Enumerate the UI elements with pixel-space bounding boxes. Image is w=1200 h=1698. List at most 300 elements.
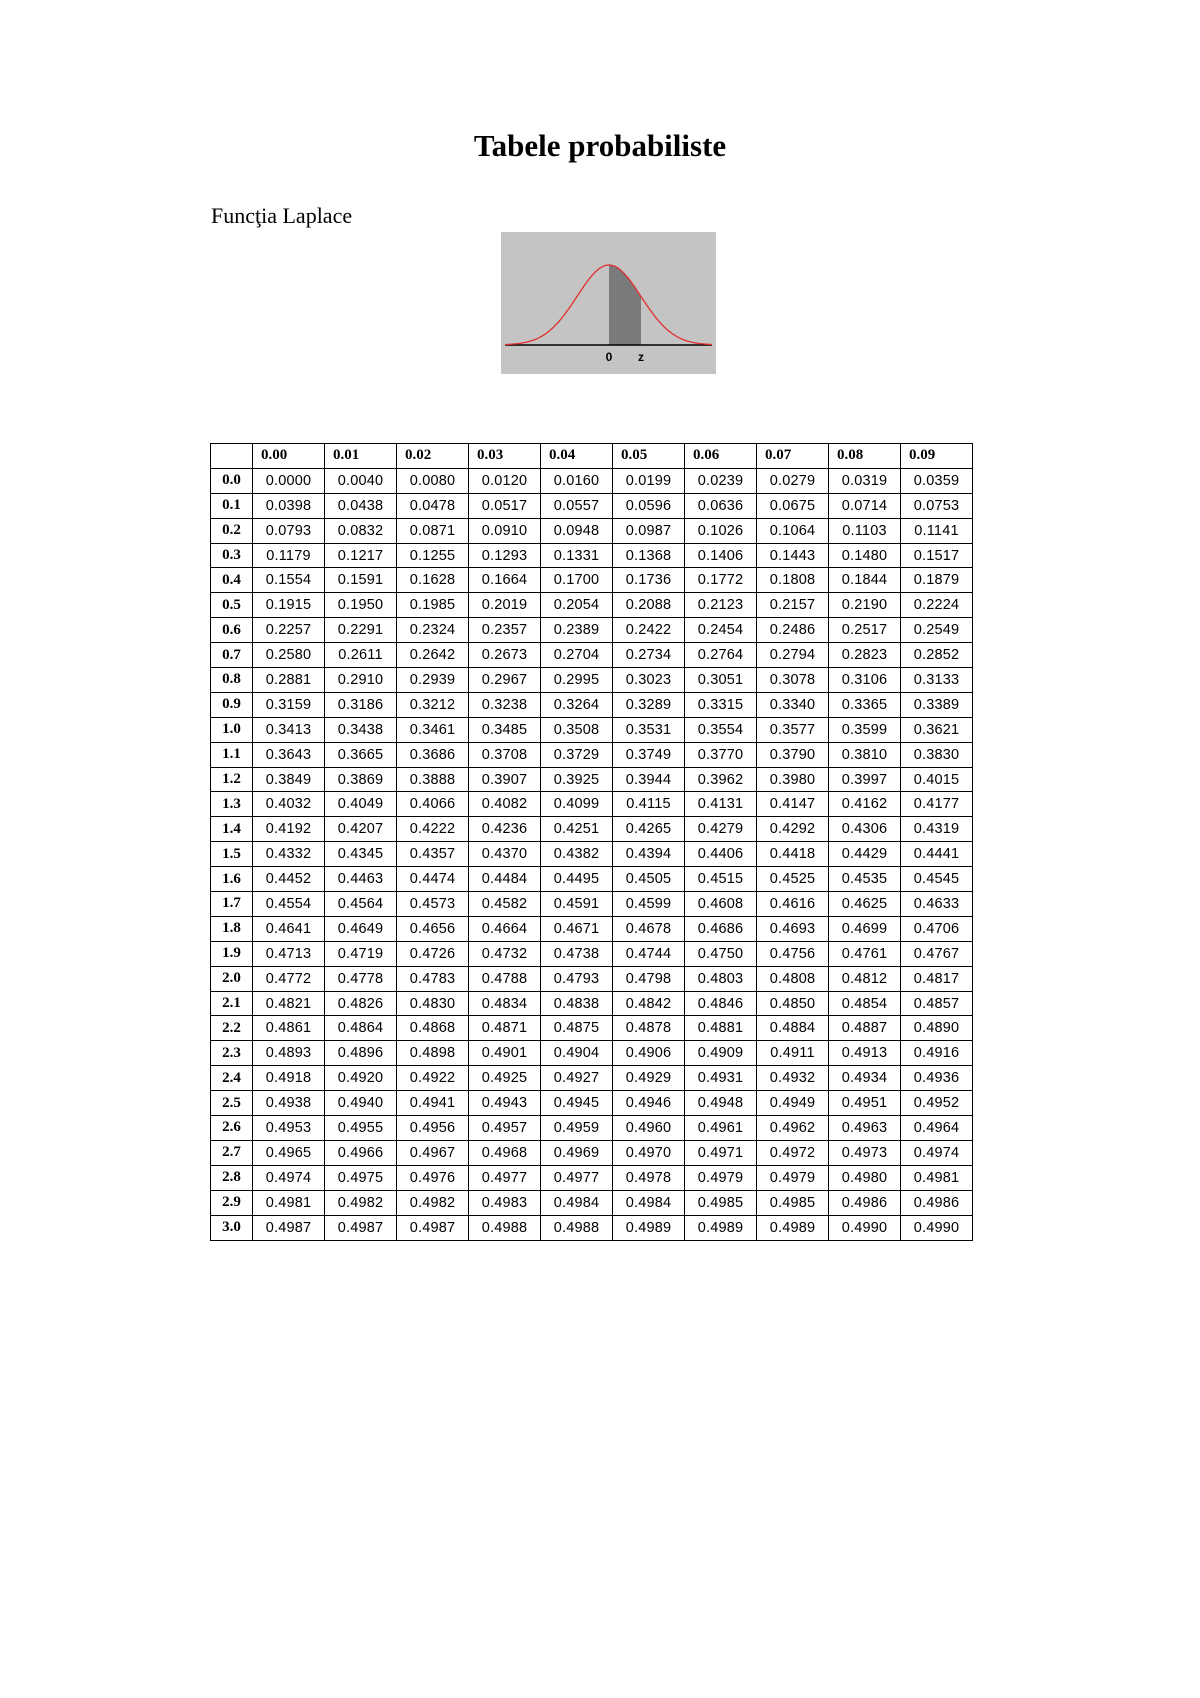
table-cell: 0.1700 xyxy=(541,568,613,593)
table-cell: 0.4989 xyxy=(613,1215,685,1240)
table-cell: 0.4332 xyxy=(253,842,325,867)
table-cell: 0.2190 xyxy=(829,593,901,618)
row-header: 0.3 xyxy=(211,543,253,568)
table-cell: 0.4582 xyxy=(469,892,541,917)
row-header: 0.0 xyxy=(211,468,253,493)
table-cell: 0.1879 xyxy=(901,568,973,593)
table-cell: 0.3810 xyxy=(829,742,901,767)
table-cell: 0.3023 xyxy=(613,668,685,693)
table-cell: 0.4633 xyxy=(901,892,973,917)
table-cell: 0.1368 xyxy=(613,543,685,568)
table-cell: 0.4887 xyxy=(829,1016,901,1041)
table-cell: 0.4671 xyxy=(541,916,613,941)
row-header: 3.0 xyxy=(211,1215,253,1240)
table-cell: 0.2224 xyxy=(901,593,973,618)
table-cell: 0.4955 xyxy=(325,1116,397,1141)
table-cell: 0.4976 xyxy=(397,1165,469,1190)
table-cell: 0.4893 xyxy=(253,1041,325,1066)
table-cell: 0.4948 xyxy=(685,1091,757,1116)
table-cell: 0.0832 xyxy=(325,518,397,543)
table-cell: 0.4656 xyxy=(397,916,469,941)
table-cell: 0.4987 xyxy=(397,1215,469,1240)
table-row xyxy=(211,1165,973,1190)
row-header: 2.5 xyxy=(211,1091,253,1116)
table-cell: 0.3531 xyxy=(613,717,685,742)
table-cell: 0.2486 xyxy=(757,618,829,643)
column-header: 0.02 xyxy=(397,444,469,469)
table-cell: 0.4649 xyxy=(325,916,397,941)
table-cell: 0.3264 xyxy=(541,692,613,717)
table-cell: 0.1736 xyxy=(613,568,685,593)
table-cell: 0.4418 xyxy=(757,842,829,867)
page-title: Tabele probabiliste xyxy=(473,128,727,163)
row-header: 0.7 xyxy=(211,643,253,668)
shaded-area xyxy=(609,265,641,345)
table-cell: 0.4535 xyxy=(829,867,901,892)
normal-curve-figure xyxy=(501,232,716,374)
table-cell: 0.4945 xyxy=(541,1091,613,1116)
table-cell: 0.4798 xyxy=(613,966,685,991)
table-cell: 0.2157 xyxy=(757,593,829,618)
table-cell: 0.4929 xyxy=(613,1066,685,1091)
table-cell: 0.2611 xyxy=(325,643,397,668)
table-cell: 0.3133 xyxy=(901,668,973,693)
table-cell: 0.4778 xyxy=(325,966,397,991)
table-cell: 0.3365 xyxy=(829,692,901,717)
table-cell: 0.4854 xyxy=(829,991,901,1016)
table-cell: 0.2019 xyxy=(469,593,541,618)
table-cell: 0.1915 xyxy=(253,593,325,618)
table-cell: 0.4357 xyxy=(397,842,469,867)
row-header: 1.8 xyxy=(211,916,253,941)
table-cell: 0.4817 xyxy=(901,966,973,991)
table-cell: 0.4788 xyxy=(469,966,541,991)
table-cell: 0.4901 xyxy=(469,1041,541,1066)
table-row xyxy=(211,468,973,493)
table-cell: 0.4370 xyxy=(469,842,541,867)
table-header-row xyxy=(211,444,973,469)
table-cell: 0.4678 xyxy=(613,916,685,941)
table-cell: 0.4082 xyxy=(469,792,541,817)
table-cell: 0.3289 xyxy=(613,692,685,717)
table-cell: 0.4049 xyxy=(325,792,397,817)
row-header: 0.6 xyxy=(211,618,253,643)
table-cell: 0.4969 xyxy=(541,1140,613,1165)
table-cell: 0.2764 xyxy=(685,643,757,668)
table-cell: 0.4975 xyxy=(325,1165,397,1190)
table-cell: 0.0239 xyxy=(685,468,757,493)
table-cell: 0.4952 xyxy=(901,1091,973,1116)
table-cell: 0.3106 xyxy=(829,668,901,693)
table-cell: 0.4591 xyxy=(541,892,613,917)
table-cell: 0.1103 xyxy=(829,518,901,543)
table-cell: 0.4505 xyxy=(613,867,685,892)
table-cell: 0.4959 xyxy=(541,1116,613,1141)
row-header: 0.2 xyxy=(211,518,253,543)
table-cell: 0.0120 xyxy=(469,468,541,493)
table-row xyxy=(211,892,973,917)
column-header: 0.03 xyxy=(469,444,541,469)
table-cell: 0.1664 xyxy=(469,568,541,593)
normal-distribution-curve-icon xyxy=(501,232,716,374)
table-cell: 0.4978 xyxy=(613,1165,685,1190)
table-cell: 0.1141 xyxy=(901,518,973,543)
table-cell: 0.4931 xyxy=(685,1066,757,1091)
table-cell: 0.4968 xyxy=(469,1140,541,1165)
table-cell: 0.4913 xyxy=(829,1041,901,1066)
table-cell: 0.3461 xyxy=(397,717,469,742)
table-cell: 0.4192 xyxy=(253,817,325,842)
table-row xyxy=(211,842,973,867)
table-cell: 0.2054 xyxy=(541,593,613,618)
table-cell: 0.4904 xyxy=(541,1041,613,1066)
table-cell: 0.4983 xyxy=(469,1190,541,1215)
table-cell: 0.4147 xyxy=(757,792,829,817)
table-cell: 0.0517 xyxy=(469,493,541,518)
table-cell: 0.4963 xyxy=(829,1116,901,1141)
table-cell: 0.4988 xyxy=(541,1215,613,1240)
table-cell: 0.1406 xyxy=(685,543,757,568)
table-cell: 0.4934 xyxy=(829,1066,901,1091)
table-cell: 0.4177 xyxy=(901,792,973,817)
table-row xyxy=(211,742,973,767)
table-cell: 0.4861 xyxy=(253,1016,325,1041)
table-cell: 0.4961 xyxy=(685,1116,757,1141)
column-header: 0.05 xyxy=(613,444,685,469)
table-cell: 0.0080 xyxy=(397,468,469,493)
table-cell: 0.4982 xyxy=(325,1190,397,1215)
table-cell: 0.1591 xyxy=(325,568,397,593)
table-cell: 0.4793 xyxy=(541,966,613,991)
column-header: 0.08 xyxy=(829,444,901,469)
table-cell: 0.4878 xyxy=(613,1016,685,1041)
table-cell: 0.3980 xyxy=(757,767,829,792)
table-cell: 0.4987 xyxy=(253,1215,325,1240)
table-cell: 0.3869 xyxy=(325,767,397,792)
table-cell: 0.3438 xyxy=(325,717,397,742)
table-cell: 0.0596 xyxy=(613,493,685,518)
table-cell: 0.4941 xyxy=(397,1091,469,1116)
table-cell: 0.2580 xyxy=(253,643,325,668)
table-cell: 0.4987 xyxy=(325,1215,397,1240)
table-cell: 0.4943 xyxy=(469,1091,541,1116)
table-cell: 0.4956 xyxy=(397,1116,469,1141)
table-cell: 0.3340 xyxy=(757,692,829,717)
table-cell: 0.1844 xyxy=(829,568,901,593)
table-row xyxy=(211,643,973,668)
table-cell: 0.1064 xyxy=(757,518,829,543)
table-cell: 0.2123 xyxy=(685,593,757,618)
table-row xyxy=(211,991,973,1016)
section-subtitle: Funcţia Laplace xyxy=(211,203,353,228)
table-cell: 0.2549 xyxy=(901,618,973,643)
table-cell: 0.4989 xyxy=(757,1215,829,1240)
table-cell: 0.4960 xyxy=(613,1116,685,1141)
table-cell: 0.4920 xyxy=(325,1066,397,1091)
table-cell: 0.1217 xyxy=(325,543,397,568)
row-header: 0.4 xyxy=(211,568,253,593)
table-cell: 0.1026 xyxy=(685,518,757,543)
table-cell: 0.0910 xyxy=(469,518,541,543)
laplace-table xyxy=(210,443,973,1241)
table-row xyxy=(211,668,973,693)
table-row xyxy=(211,1091,973,1116)
table-cell: 0.1293 xyxy=(469,543,541,568)
table-cell: 0.4345 xyxy=(325,842,397,867)
column-header: 0.06 xyxy=(685,444,757,469)
table-cell: 0.0948 xyxy=(541,518,613,543)
table-cell: 0.4838 xyxy=(541,991,613,1016)
table-cell: 0.4664 xyxy=(469,916,541,941)
table-cell: 0.3186 xyxy=(325,692,397,717)
row-header: 2.6 xyxy=(211,1116,253,1141)
table-cell: 0.4932 xyxy=(757,1066,829,1091)
table-cell: 0.4884 xyxy=(757,1016,829,1041)
row-header: 1.7 xyxy=(211,892,253,917)
table-cell: 0.4452 xyxy=(253,867,325,892)
table-cell: 0.4981 xyxy=(253,1190,325,1215)
table-cell: 0.4922 xyxy=(397,1066,469,1091)
table-cell: 0.3577 xyxy=(757,717,829,742)
table-cell: 0.4988 xyxy=(469,1215,541,1240)
table-cell: 0.4850 xyxy=(757,991,829,1016)
table-cell: 0.4515 xyxy=(685,867,757,892)
table-cell: 0.4699 xyxy=(829,916,901,941)
table-cell: 0.1179 xyxy=(253,543,325,568)
table-cell: 0.4979 xyxy=(685,1165,757,1190)
table-cell: 0.1554 xyxy=(253,568,325,593)
table-cell: 0.3708 xyxy=(469,742,541,767)
table-cell: 0.3790 xyxy=(757,742,829,767)
table-cell: 0.3485 xyxy=(469,717,541,742)
table-cell: 0.4977 xyxy=(469,1165,541,1190)
table-cell: 0.4554 xyxy=(253,892,325,917)
table-cell: 0.4319 xyxy=(901,817,973,842)
label-z: z xyxy=(638,350,644,364)
row-header: 2.1 xyxy=(211,991,253,1016)
column-header: 0.00 xyxy=(253,444,325,469)
table-cell: 0.4738 xyxy=(541,941,613,966)
table-cell: 0.4962 xyxy=(757,1116,829,1141)
row-header: 2.3 xyxy=(211,1041,253,1066)
table-cell: 0.4761 xyxy=(829,941,901,966)
table-cell: 0.4545 xyxy=(901,867,973,892)
table-cell: 0.2794 xyxy=(757,643,829,668)
table-cell: 0.4830 xyxy=(397,991,469,1016)
table-cell: 0.4868 xyxy=(397,1016,469,1041)
table-cell: 0.4015 xyxy=(901,767,973,792)
table-cell: 0.3212 xyxy=(397,692,469,717)
table-cell: 0.4906 xyxy=(613,1041,685,1066)
table-cell: 0.0000 xyxy=(253,468,325,493)
table-cell: 0.4394 xyxy=(613,842,685,867)
table-cell: 0.0753 xyxy=(901,493,973,518)
table-cell: 0.3508 xyxy=(541,717,613,742)
table-cell: 0.4857 xyxy=(901,991,973,1016)
table-cell: 0.4222 xyxy=(397,817,469,842)
table-cell: 0.4292 xyxy=(757,817,829,842)
table-cell: 0.4429 xyxy=(829,842,901,867)
table-cell: 0.2852 xyxy=(901,643,973,668)
table-body xyxy=(211,468,973,1240)
table-cell: 0.3770 xyxy=(685,742,757,767)
table-cell: 0.0040 xyxy=(325,468,397,493)
table-cell: 0.2734 xyxy=(613,643,685,668)
table-row xyxy=(211,717,973,742)
row-header: 2.2 xyxy=(211,1016,253,1041)
table-cell: 0.4898 xyxy=(397,1041,469,1066)
table-cell: 0.2939 xyxy=(397,668,469,693)
table-cell: 0.4756 xyxy=(757,941,829,966)
table-cell: 0.4967 xyxy=(397,1140,469,1165)
table-cell: 0.4951 xyxy=(829,1091,901,1116)
row-header: 1.4 xyxy=(211,817,253,842)
table-cell: 0.4946 xyxy=(613,1091,685,1116)
table-cell: 0.2517 xyxy=(829,618,901,643)
table-cell: 0.4693 xyxy=(757,916,829,941)
table-cell: 0.0557 xyxy=(541,493,613,518)
table-cell: 0.4115 xyxy=(613,792,685,817)
table-cell: 0.2291 xyxy=(325,618,397,643)
table-cell: 0.4732 xyxy=(469,941,541,966)
table-cell: 0.4973 xyxy=(829,1140,901,1165)
table-row xyxy=(211,1215,973,1240)
row-header: 1.9 xyxy=(211,941,253,966)
table-row xyxy=(211,941,973,966)
table-cell: 0.4918 xyxy=(253,1066,325,1091)
table-cell: 0.3830 xyxy=(901,742,973,767)
table-cell: 0.1517 xyxy=(901,543,973,568)
table-cell: 0.3849 xyxy=(253,767,325,792)
table-row xyxy=(211,1041,973,1066)
table-row xyxy=(211,568,973,593)
table-cell: 0.1808 xyxy=(757,568,829,593)
table-cell: 0.4875 xyxy=(541,1016,613,1041)
table-cell: 0.4826 xyxy=(325,991,397,1016)
table-cell: 0.2357 xyxy=(469,618,541,643)
row-header: 2.0 xyxy=(211,966,253,991)
table-cell: 0.4236 xyxy=(469,817,541,842)
table-cell: 0.4970 xyxy=(613,1140,685,1165)
table-cell: 0.4936 xyxy=(901,1066,973,1091)
table-cell: 0.4573 xyxy=(397,892,469,917)
table-cell: 0.4927 xyxy=(541,1066,613,1091)
table-cell: 0.4974 xyxy=(901,1140,973,1165)
table-cell: 0.4949 xyxy=(757,1091,829,1116)
table-cell: 0.0987 xyxy=(613,518,685,543)
table-cell: 0.0636 xyxy=(685,493,757,518)
table-cell: 0.0871 xyxy=(397,518,469,543)
table-cell: 0.4989 xyxy=(685,1215,757,1240)
table-cell: 0.4938 xyxy=(253,1091,325,1116)
table-cell: 0.4803 xyxy=(685,966,757,991)
table-cell: 0.2642 xyxy=(397,643,469,668)
table-cell: 0.4099 xyxy=(541,792,613,817)
row-header: 2.8 xyxy=(211,1165,253,1190)
table-row xyxy=(211,1140,973,1165)
table-cell: 0.3078 xyxy=(757,668,829,693)
table-cell: 0.4686 xyxy=(685,916,757,941)
row-header: 0.1 xyxy=(211,493,253,518)
table-cell: 0.1331 xyxy=(541,543,613,568)
table-cell: 0.4306 xyxy=(829,817,901,842)
table-row xyxy=(211,618,973,643)
table-cell: 0.4772 xyxy=(253,966,325,991)
row-header: 2.9 xyxy=(211,1190,253,1215)
table-cell: 0.4463 xyxy=(325,867,397,892)
table-cell: 0.4564 xyxy=(325,892,397,917)
table-cell: 0.4726 xyxy=(397,941,469,966)
table-cell: 0.4986 xyxy=(829,1190,901,1215)
table-cell: 0.4474 xyxy=(397,867,469,892)
row-header: 1.2 xyxy=(211,767,253,792)
row-header: 2.4 xyxy=(211,1066,253,1091)
table-row xyxy=(211,916,973,941)
table-cell: 0.4940 xyxy=(325,1091,397,1116)
table-cell: 0.4131 xyxy=(685,792,757,817)
table-cell: 0.3665 xyxy=(325,742,397,767)
table-cell: 0.4279 xyxy=(685,817,757,842)
table-cell: 0.0793 xyxy=(253,518,325,543)
table-cell: 0.3888 xyxy=(397,767,469,792)
table-row xyxy=(211,543,973,568)
row-header: 1.5 xyxy=(211,842,253,867)
table-cell: 0.0319 xyxy=(829,468,901,493)
table-cell: 0.2881 xyxy=(253,668,325,693)
table-cell: 0.2673 xyxy=(469,643,541,668)
table-cell: 0.3315 xyxy=(685,692,757,717)
column-header: 0.01 xyxy=(325,444,397,469)
table-cell: 0.4484 xyxy=(469,867,541,892)
table-cell: 0.2823 xyxy=(829,643,901,668)
table-row xyxy=(211,593,973,618)
table-cell: 0.4406 xyxy=(685,842,757,867)
table-cell: 0.2389 xyxy=(541,618,613,643)
laplace-table-container xyxy=(210,443,973,1241)
table-cell: 0.3621 xyxy=(901,717,973,742)
table-cell: 0.3962 xyxy=(685,767,757,792)
table-cell: 0.0359 xyxy=(901,468,973,493)
table-cell: 0.1950 xyxy=(325,593,397,618)
table-cell: 0.4032 xyxy=(253,792,325,817)
table-cell: 0.3554 xyxy=(685,717,757,742)
table-cell: 0.4066 xyxy=(397,792,469,817)
row-header: 2.7 xyxy=(211,1140,253,1165)
table-cell: 0.4977 xyxy=(541,1165,613,1190)
label-zero: 0 xyxy=(605,350,613,364)
table-cell: 0.4846 xyxy=(685,991,757,1016)
table-cell: 0.4608 xyxy=(685,892,757,917)
table-cell: 0.4871 xyxy=(469,1016,541,1041)
table-cell: 0.1255 xyxy=(397,543,469,568)
table-cell: 0.4719 xyxy=(325,941,397,966)
row-header: 1.0 xyxy=(211,717,253,742)
table-cell: 0.3643 xyxy=(253,742,325,767)
table-cell: 0.4986 xyxy=(901,1190,973,1215)
row-header: 0.5 xyxy=(211,593,253,618)
table-cell: 0.3686 xyxy=(397,742,469,767)
table-cell: 0.4441 xyxy=(901,842,973,867)
table-cell: 0.3749 xyxy=(613,742,685,767)
table-cell: 0.4990 xyxy=(901,1215,973,1240)
table-cell: 0.4925 xyxy=(469,1066,541,1091)
corner-cell xyxy=(211,444,253,469)
table-cell: 0.0675 xyxy=(757,493,829,518)
table-cell: 0.4881 xyxy=(685,1016,757,1041)
table-cell: 0.4767 xyxy=(901,941,973,966)
table-cell: 0.1480 xyxy=(829,543,901,568)
column-header: 0.04 xyxy=(541,444,613,469)
